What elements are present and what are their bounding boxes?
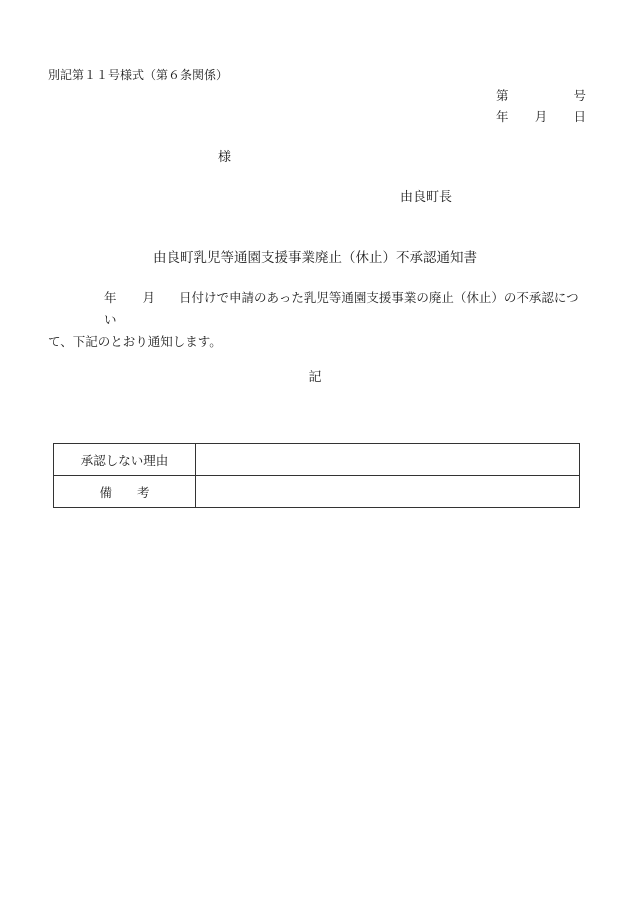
notice-body: [48, 287, 586, 353]
date-year: 年: [496, 109, 509, 124]
notice-body-line-2: て、下記のとおり通知します。: [48, 334, 222, 349]
remarks-label: 備 考: [54, 476, 196, 508]
date-month: 月: [534, 109, 548, 124]
document-title: 由良町乳児等通園支援事業廃止（休止）不承認通知書: [153, 250, 477, 266]
number-prefix: 第: [496, 88, 509, 103]
number-suffix: 号: [573, 88, 586, 103]
remarks-value: [196, 476, 580, 508]
body-line1-rest: 日付けで申請のあった乳児等通園支援事業の廃止（休止）の不承認につい: [104, 290, 579, 327]
body-month: 月: [142, 290, 156, 305]
issuer-name: 由良町長: [400, 190, 453, 205]
reason-label: 承認しない理由: [54, 444, 196, 476]
form-reference: 別記第１１号様式（第６条関係）: [48, 68, 229, 82]
document-number-line: [496, 86, 586, 104]
notice-body-line-1: [48, 287, 586, 331]
date-day: 日: [573, 109, 586, 124]
reason-value: [196, 444, 580, 476]
body-year: 年: [104, 290, 117, 305]
issue-date-line: [496, 107, 586, 125]
table-row: [54, 444, 580, 476]
table-row: [54, 476, 580, 508]
addressee: 様: [218, 150, 232, 165]
reason-table: [53, 443, 580, 508]
ki-heading: 記: [308, 370, 322, 385]
